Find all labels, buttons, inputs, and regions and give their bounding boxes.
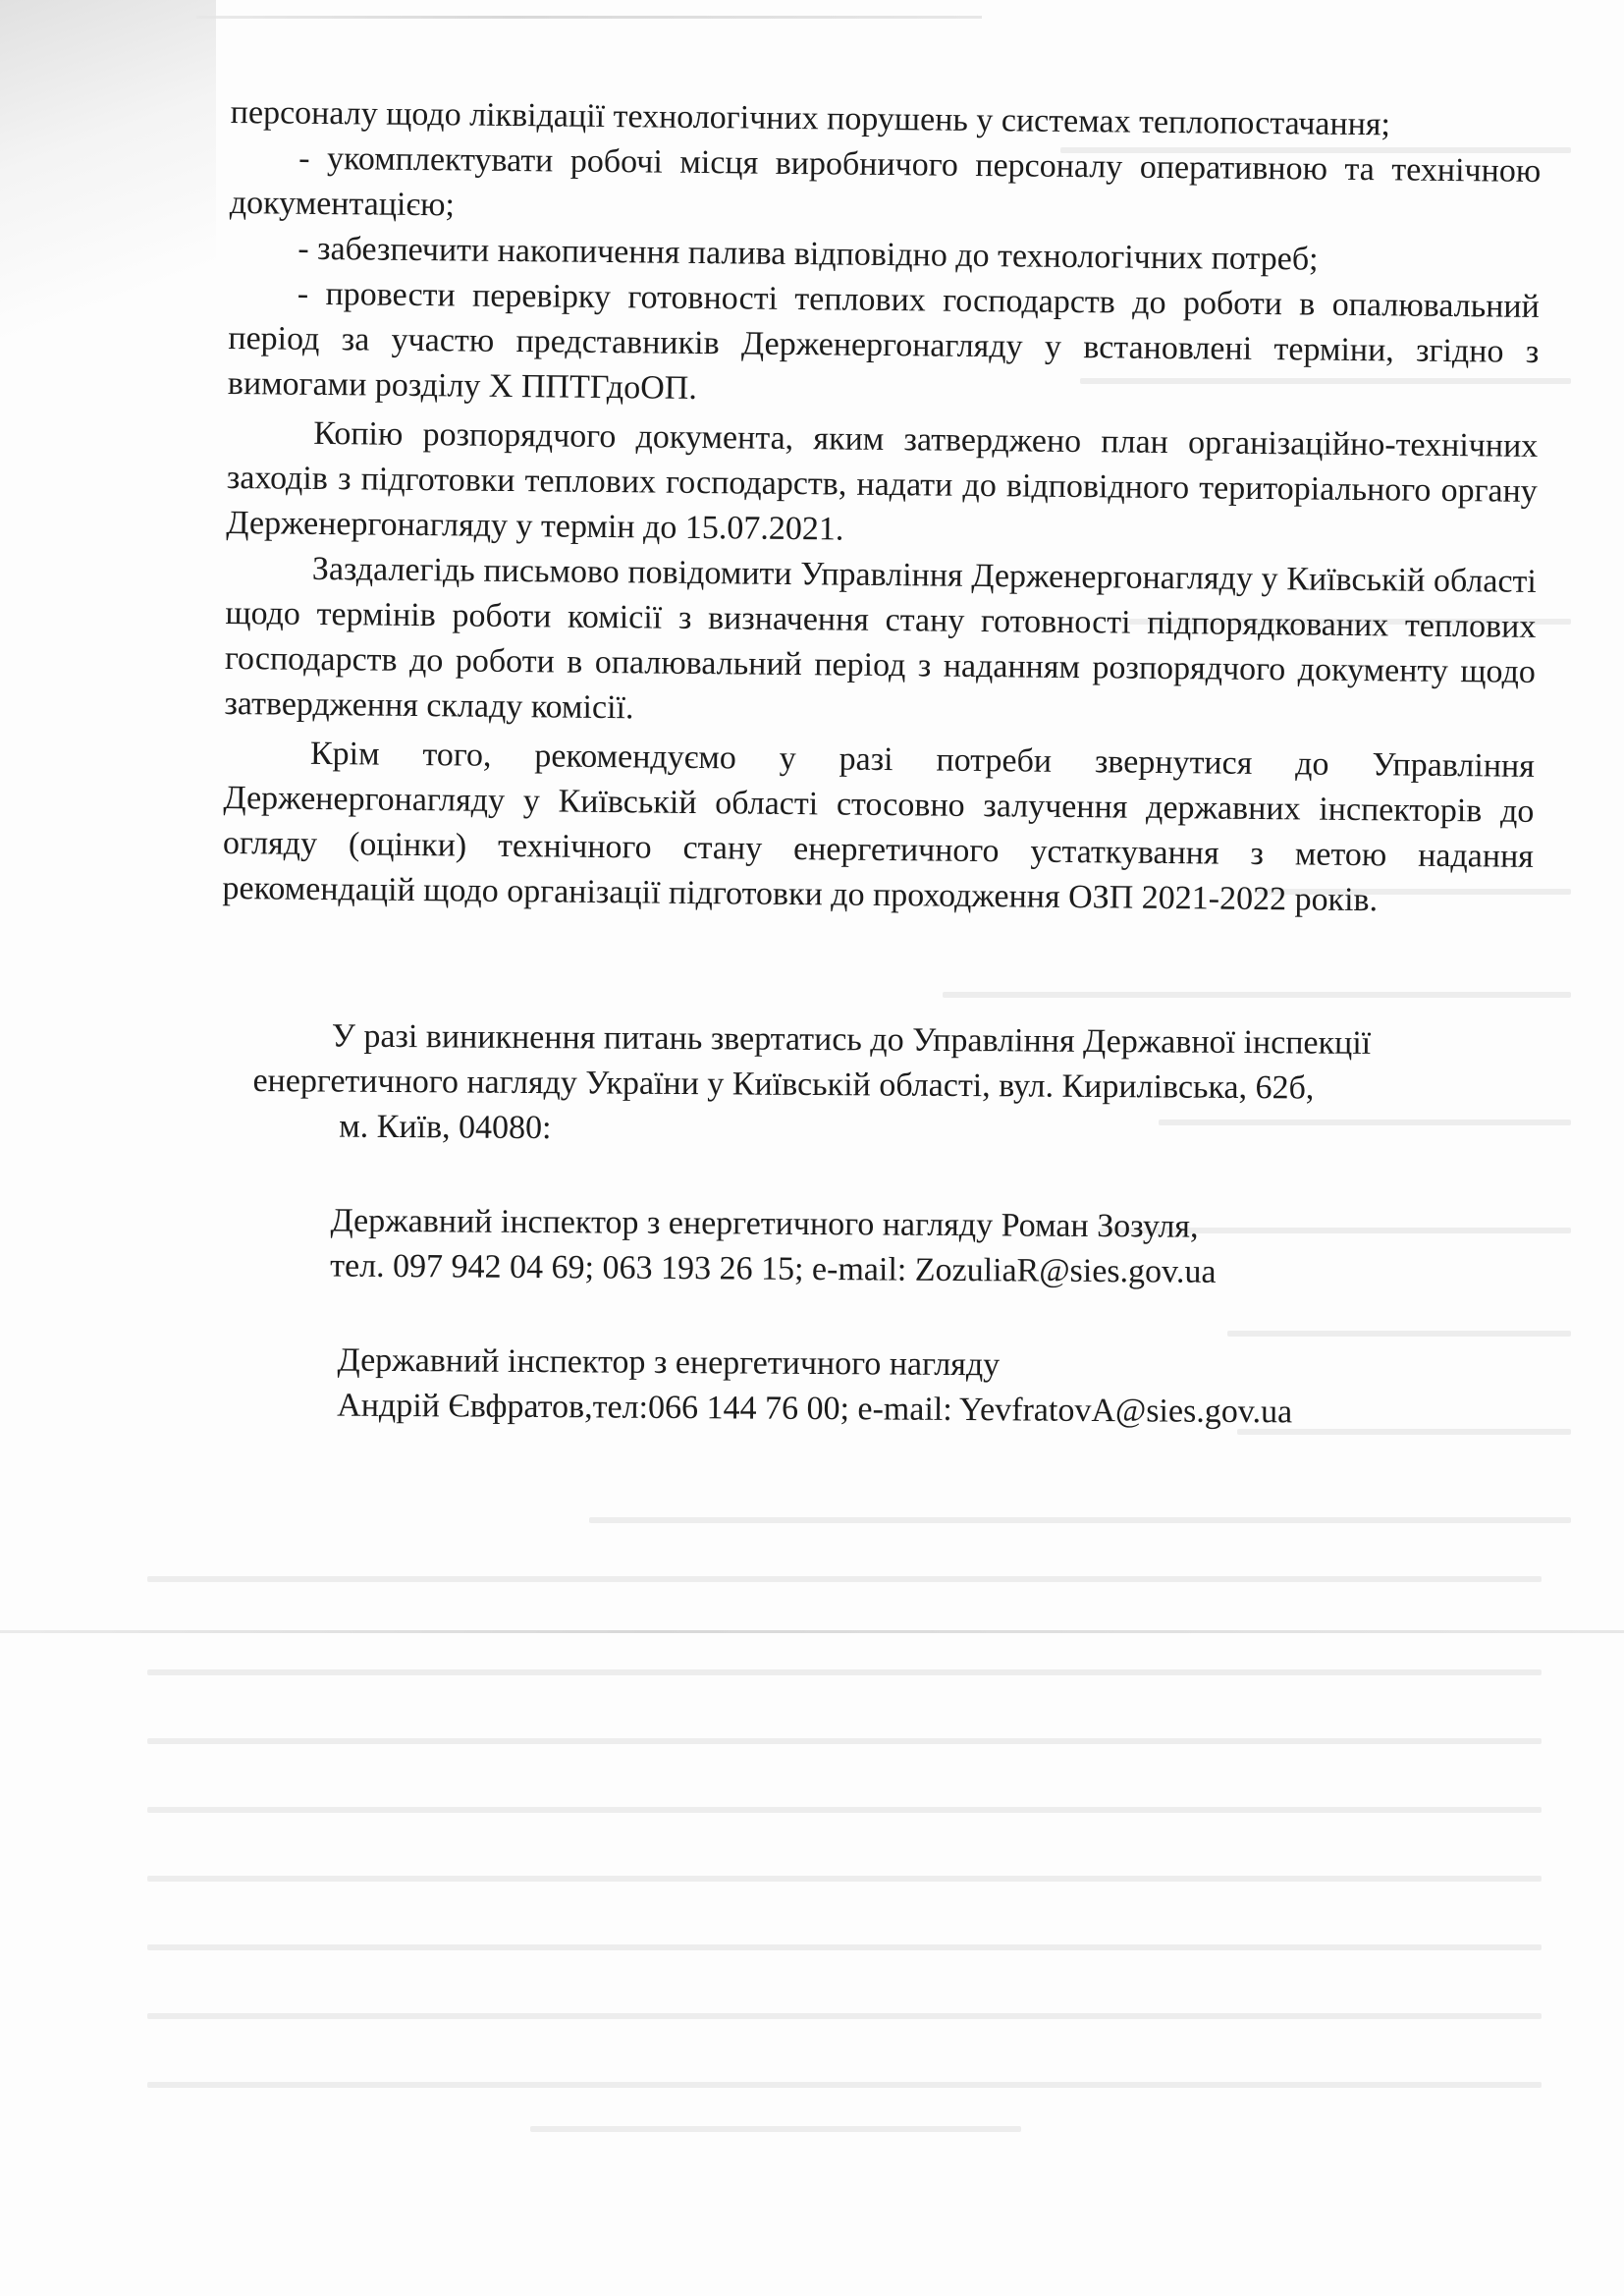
paragraph-notify-commission: Заздалегідь письмово повідомити Управління Держенергонагляду у Київській області щодо термінів роботи комісії з визначення стану готовності підпорядкованих теплових господарств до роботи в опалювальний період з наданням розпорядчого документу щодо затвердження складу комісії.: [224, 550, 1538, 727]
inspector-1-contacts: тел. 097 942 04 69; 063 193 26 15; e-mail: ZozuliaR@sies.gov.ua: [330, 1247, 1217, 1290]
contact-intro-line-1: У разі виникнення питань звертатись до Управління Державної інспекції: [331, 1017, 1372, 1062]
top-edge-line: [196, 16, 982, 19]
paragraph-documentation: - укомплектувати робочі місця виробничого персоналу оперативною та технічною документацією;: [229, 139, 1542, 224]
paragraph-inspection: - провести перевірку готовності теплових господарств до роботи в опалювальний період за участю представників Держенергонагляду у встановлені терміни, згідно з вимогами розділу X ППТГдоОП.: [227, 275, 1540, 407]
contact-intro-line-2: енергетичного нагляду України у Київській області, вул. Кирилівська, 62б,: [252, 1062, 1315, 1107]
page-corner-shadow: [0, 0, 216, 412]
paragraph-personnel: персоналу щодо ліквідації технологічних порушень у системах теплопостачання;: [230, 93, 1391, 143]
paragraph-fuel: - забезпечити накопичення палива відповідно до технологічних потреб;: [298, 230, 1319, 278]
letter-body: [222, 90, 1542, 925]
page-fold-line: [0, 1630, 1624, 1633]
contact-intro-line-3: м. Київ, 04080:: [339, 1108, 552, 1147]
paragraph-recommendation: Крім того, рекомендуємо у разі потреби звернутися до Управління Держенергонагляду у Київській області стосовно залучення державних інспекторів до огляду (оцінки) технічного стану енергетичного устаткування з метою надання рекомендацій щодо організації підготовки до проходження ОЗП 2021-2022 років.: [222, 735, 1536, 919]
inspector-2-contacts: Андрій Євфратов,тел:066 144 76 00; e-mail: YevfratovA@sies.gov.ua: [337, 1387, 1293, 1431]
contacts-section: [250, 1013, 1530, 1437]
inspector-2-title: Державний інспектор з енергетичного нагляду: [337, 1341, 1001, 1384]
inspector-1-name: Державний інспектор з енергетичного нагляду Роман Зозуля,: [330, 1202, 1199, 1245]
paragraph-copy-document: Копію розпорядчого документа, яким затверджено план організаційно-технічних заходів з підготовки теплових господарств, надати до відповідного територіального органу Держенергонагляду у термін до 15.07.2021.: [226, 414, 1539, 548]
